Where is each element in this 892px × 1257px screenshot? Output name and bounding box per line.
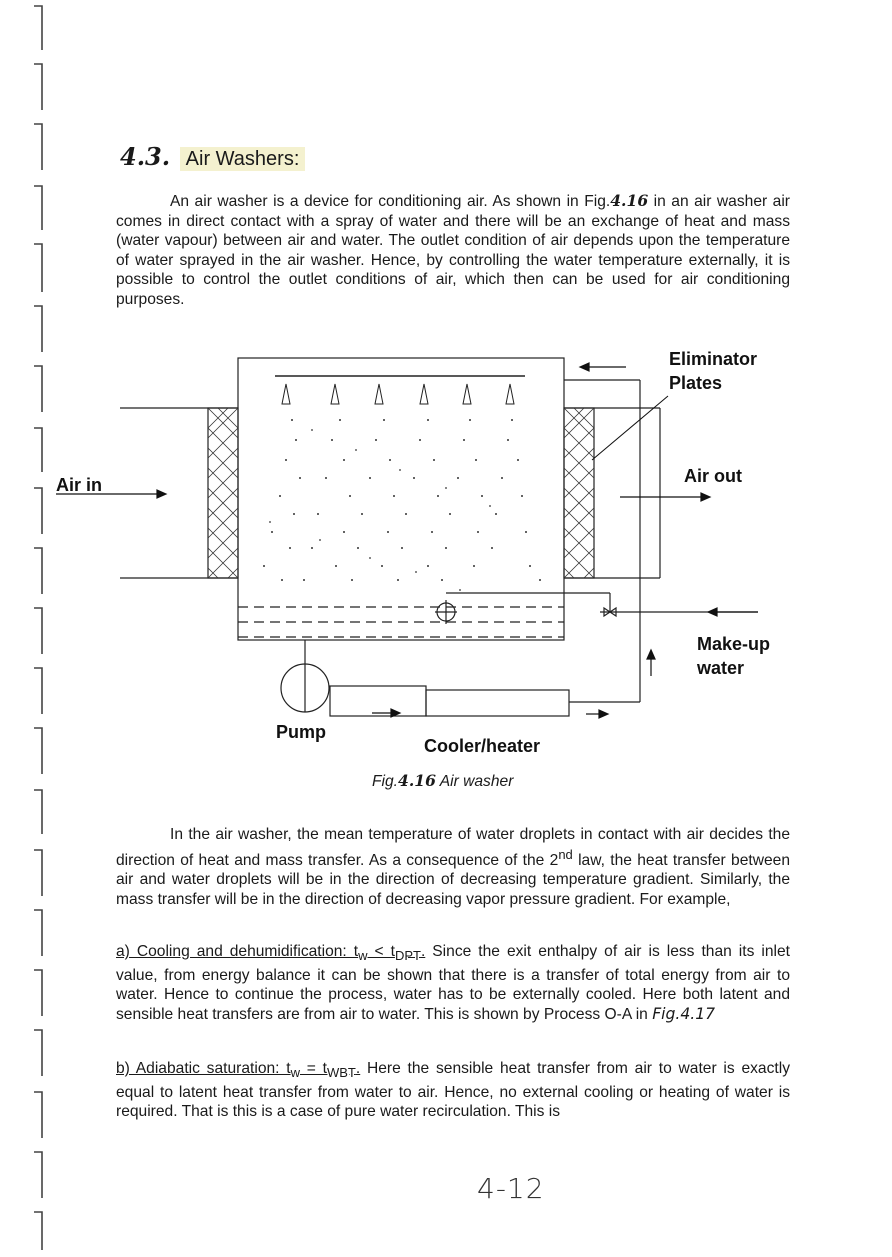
- figure-reference: 4.16: [610, 191, 649, 210]
- section-number: 4.3.: [120, 142, 171, 171]
- item-adiabatic-saturation: b) Adiabatic saturation: $t_w = t_{WBT}$. Here the sensible heat transfer from air to water is exactly equal to latent heat transfer from water to air. Hence, no external cooling or heating of water is required. That is this is a case of pure water recirculation. This is: [116, 1060, 790, 1121]
- page-number: 4-12: [477, 1172, 545, 1205]
- label-makeup: Make-up: [697, 634, 771, 654]
- label-air-in: Air in: [56, 475, 103, 495]
- figure-caption: Fig.4.16 Air washer: [372, 771, 514, 790]
- figure-reference-4-17: Fig.4.17: [652, 1004, 716, 1023]
- intro-paragraph: An air washer is a device for conditioning air. As shown in Fig.4.16 in an air washer air comes in direct contact with a spray of water and there will be an exchange of heat and mass (water vapour) between air and water. The outlet condition of air depends upon the temperature of water sprayed in the air washer. Hence, by controlling the water temperature externally, it is possible to control the outlet conditions of air, which then can be used for air conditioning purposes.: [116, 191, 790, 308]
- item-cooling-dehumidification: a) Cooling and dehumidification: $t_w < t_{DPT}$. Since the exit enthalpy of air is less than its inlet value, from energy balance it can be shown that there is a transfer of total energy from air to water. Hence to continue the process, water has to be externally cooled. Here both latent and sensible heat transfers are from air to water. This is shown by Process O-A in Fig.4.17: [116, 943, 791, 1023]
- item-b-heading: b) Adiabatic saturation: $t_w = t_{WBT}$.: [116, 1060, 361, 1081]
- label-water: water: [697, 658, 745, 678]
- paragraph-heat-mass-transfer: In the air washer, the mean temperature of water droplets in contact with air decides the direction of heat and mass transfer. As a consequence of the 2nd law, the heat transfer between air and water droplets will be in the direction of decreasing temperature gradient. Similarly, the mass transfer will be in the direction of decreasing vapor pressure gradient. For example,: [116, 826, 790, 908]
- label-eliminator: Eliminator: [669, 349, 758, 369]
- label-air-out: Air out: [684, 466, 742, 486]
- label-cooler-heater: Cooler/heater: [424, 736, 541, 756]
- item-a-heading: a) Cooling and dehumidification: $t_w < t_{DPT}$.: [116, 943, 426, 964]
- label-plates: Plates: [669, 373, 723, 393]
- washer-chamber: [238, 358, 564, 640]
- caption-figure-number: 4.16: [398, 771, 436, 790]
- cooler-heater: [426, 690, 569, 716]
- spray-nozzles: [282, 384, 514, 404]
- label-pump: Pump: [276, 722, 327, 742]
- section-title: Air Washers:: [180, 147, 306, 171]
